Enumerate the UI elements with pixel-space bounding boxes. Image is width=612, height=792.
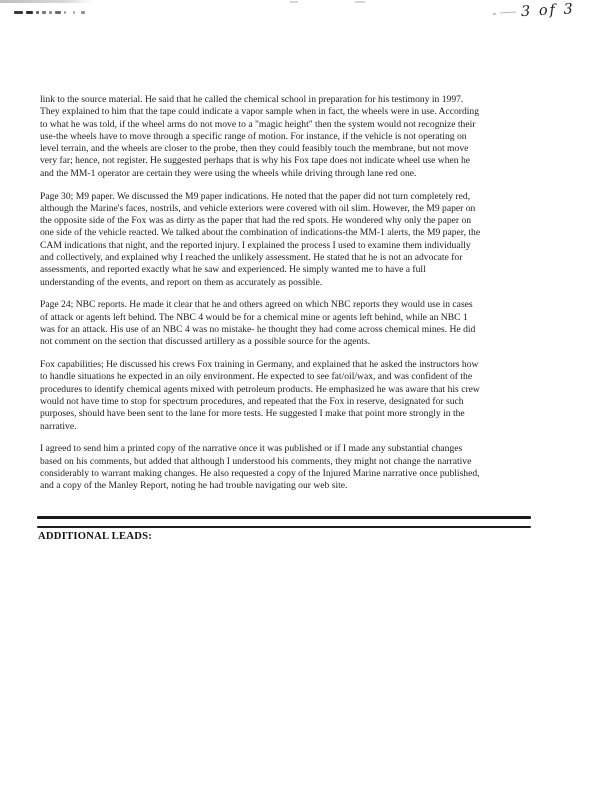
text-line: purposes, should have been sent to the lane for more tests. He suggested I make that point more strongly in the	[40, 408, 465, 420]
faded-stamp-artifact	[14, 10, 85, 15]
separator-rule-top	[37, 516, 531, 519]
text-line: very far; hence, not register. He suggested perhaps that is why his Fox tape does not indicate wheel use when he	[40, 155, 470, 167]
text-line: Page 30; M9 paper. We discussed the M9 paper indications. He noted that the paper did not turn completely red,	[40, 190, 471, 202]
body-text	[40, 94, 585, 503]
paragraph-2	[40, 191, 585, 289]
text-line: They explained to him that the tape could indicate a vapor sample when in fact, the wheels were in use. According	[40, 106, 480, 118]
text-line: one side of the vehicle reacted. We talked about the combination of indications-the MM-1 alerts, the M9 paper, the	[40, 227, 481, 239]
text-line: to handle situations he expected in an oily environment. He expected to see fat/oil/wax, and was confident of the	[40, 371, 473, 383]
paragraph-3	[40, 299, 585, 348]
text-line: not comment on the section that discussed artillery as a possible source for the agents.	[40, 336, 371, 348]
scan-artifact-dot	[355, 1, 365, 3]
text-line: assessments, and reported exactly what he saw and experienced. He simply wanted me to have a full	[40, 264, 426, 276]
text-line: would not have time to stop for spectrum procedures, and repeated that the Fox in reserve, designated for such	[40, 396, 464, 408]
handwritten-page-note: 3 of 3	[520, 1, 576, 21]
text-line: Page 24; NBC reports. He made it clear that he and others agreed on which NBC reports they would use in cases	[40, 299, 473, 311]
text-line: Fox capabilities; He discussed his crews Fox training in Germany, and explained that he asked the instructors how	[40, 359, 479, 371]
pen-scratch-mark	[500, 11, 516, 17]
additional-leads-heading: ADDITIONAL LEADS:	[38, 531, 153, 542]
scan-artifact-band	[0, 0, 93, 3]
text-line: was for an attack. His use of an NBC 4 was no mistake- he thought they had come across chemical mines. He did	[40, 324, 476, 336]
paragraph-1	[40, 94, 585, 180]
text-line: considerably to warrant making changes. He also requested a copy of the Injured Marine narrative once published,	[40, 468, 480, 480]
text-line: and collectively, and explained why I reached the unlikely assessment. He stated that he is not an advocate for	[40, 252, 463, 264]
scan-artifact-dot	[290, 1, 298, 3]
text-line: level terrain, and the wheels are closer to the probe, then they could feasibly touch the membrane, but not move	[40, 143, 469, 155]
text-line: of attack or agents left behind. The NBC 4 would be for a chemical mine or agents left behind, while an NBC 1	[40, 311, 468, 323]
text-line: to what he was told, if the wheel arms do not move to a "magic height" then the system would not recognize their	[40, 118, 476, 130]
text-line: CAM indications that night, and the reported injury. I explained the process I used to examine them individually	[40, 239, 471, 251]
text-line: I agreed to send him a printed copy of the narrative once it was published or if I made any substantial changes	[40, 443, 463, 455]
text-line: use-the wheels have to move through a specific range of motion. For instance, if the vehicle is not operating on	[40, 130, 467, 142]
text-line: procedures to identify chemical agents mixed with petroleum products. He emphasized he was aware that his crew	[40, 383, 480, 395]
paragraph-5	[40, 443, 585, 492]
text-line: based on his comments, but added that although I understood his comments, they might not change the narrative	[40, 455, 472, 467]
separator-rule-bottom	[37, 526, 531, 528]
text-line: and the MM-1 operator are certain they were using the wheels while driving through lane red one.	[40, 167, 417, 179]
text-line: link to the source material. He said that he called the chemical school in preparation for his testimony in 1997.	[40, 94, 464, 105]
text-line: although the Marine's faces, nostrils, and vehicle exteriors were covered with oil slim. However, the M9 paper on	[40, 202, 476, 214]
text-line: and a copy of the Manley Report, noting he had trouble navigating our web site.	[40, 480, 348, 492]
text-line: the opposite side of the Fox was as dirty as the paper that had the red spots. He wondered why only the paper on	[40, 215, 472, 227]
paragraph-4	[40, 359, 585, 433]
text-line: narrative.	[40, 420, 77, 432]
text-line: understanding of the events, and report on them as accurately as possible.	[40, 276, 323, 288]
